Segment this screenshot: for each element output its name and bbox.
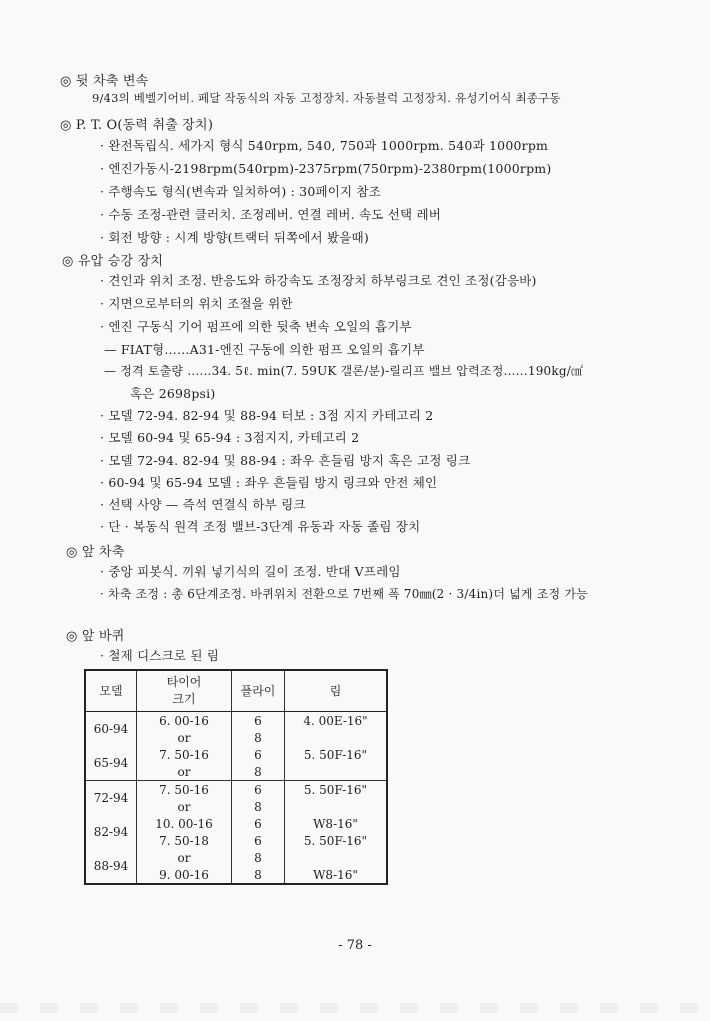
- hydraulic-item: · 60-94 및 65-94 모델 : 좌우 흔들림 방지 링크와 안전 체인: [100, 475, 438, 490]
- ply-value: 8: [254, 764, 262, 779]
- rim-value: W8-16": [313, 817, 358, 831]
- header-tire-size: [137, 670, 232, 712]
- cell-ply: [232, 815, 285, 849]
- cell-tire: [137, 849, 232, 884]
- ply-value: 6: [254, 817, 262, 831]
- tire-value: or: [177, 730, 191, 745]
- front-axle-title: ◎ 앞 차축: [66, 545, 125, 560]
- cell-rim: [285, 815, 388, 849]
- pto-item: · 회전 방향 : 시계 방향(트랙터 뒤쪽에서 봤을때): [100, 230, 369, 245]
- tire-value: or: [177, 799, 191, 814]
- ply-value: 8: [254, 867, 262, 882]
- table-row: [85, 712, 387, 747]
- tire-value: or: [177, 851, 191, 865]
- cell-tire: [137, 712, 232, 747]
- pto-item: · 수동 조정-관련 클러치. 조정레버. 연결 레버. 속도 선택 레버: [100, 207, 442, 222]
- front-wheel-title: ◎ 앞 바퀴: [66, 629, 125, 644]
- rim-value: 4. 00E-16": [303, 714, 368, 728]
- cell-ply: [232, 746, 285, 781]
- cell-model: 82-94: [85, 815, 137, 849]
- cell-ply: [232, 712, 285, 747]
- table-row: [85, 781, 387, 816]
- cell-model: 72-94: [85, 781, 137, 816]
- tire-spec-table: [84, 669, 388, 885]
- ply-value: 8: [254, 851, 262, 865]
- cell-model: 60-94: [85, 712, 137, 747]
- table-row: [85, 815, 387, 849]
- tire-value: 6. 00-16: [159, 714, 209, 728]
- rim-value: 5. 50F-16": [303, 783, 368, 797]
- hydraulic-item: · 모델 60-94 및 65-94 : 3점지지, 카테고리 2: [100, 430, 360, 445]
- tire-value: 7. 50-16: [159, 783, 209, 797]
- ply-value: 6: [254, 833, 262, 848]
- cell-rim: [285, 781, 388, 816]
- hydraulic-item: · 단 · 복동식 원격 조정 밸브-3단계 유동과 자동 졸림 장치: [100, 519, 421, 534]
- rim-value: 5. 50F-16": [303, 748, 368, 762]
- rim-value: 5. 50F-16": [303, 833, 368, 848]
- hydraulic-item: — FIAT형……A31-엔진 구동에 의한 펌프 오일의 흡기부: [104, 342, 425, 357]
- header-tire-line2: 크기: [172, 692, 196, 706]
- hydraulic-item: · 모델 72-94. 82-94 및 88-94 터보 : 3점 지지 카테고리 2: [100, 408, 434, 423]
- table-row: [85, 746, 387, 781]
- tire-value: 10. 00-16: [155, 817, 213, 831]
- rim-value: W8-16": [313, 867, 358, 882]
- cell-ply: [232, 781, 285, 816]
- front-axle-item: · 중앙 피봇식. 끼워 넣기식의 길이 조정. 반대 V프레임: [100, 564, 401, 579]
- cell-tire: [137, 815, 232, 849]
- rear-shift-title: ◎ 뒷 차축 변속: [60, 74, 149, 89]
- rim-value: [285, 850, 386, 867]
- hydraulic-item: — 정격 토출량 ……34. 5ℓ. min(7. 59UK 갤론/분)-릴리프 밸브 압력조정……190kg/㎠: [104, 364, 584, 378]
- front-wheel-item: · 철제 디스크로 된 림: [100, 648, 220, 663]
- tire-value: or: [177, 764, 191, 779]
- table-header-row: [85, 670, 387, 712]
- cell-rim: [285, 746, 388, 781]
- pto-item: · 완전독립식. 세가지 형식 540rpm, 540, 750과 1000rpm. 540과 1000rpm: [100, 138, 549, 153]
- rear-shift-line: 9/43의 베벨기어비. 페달 작동식의 자동 고정장치. 자동블럭 고정장치. 유성기어식 최종구동: [92, 91, 561, 105]
- ply-value: 6: [254, 748, 262, 762]
- hydraulic-item-cont: 혹은 2698psi): [130, 386, 216, 401]
- ply-value: 6: [254, 783, 262, 797]
- tire-value: 9. 00-16: [159, 867, 209, 882]
- hydraulic-item: · 선택 사양 — 즉석 연결식 하부 링크: [100, 497, 306, 512]
- pto-item: · 주행속도 형식(변속과 일치하여) : 30페이지 참조: [100, 184, 382, 199]
- hydraulic-item: · 모델 72-94. 82-94 및 88-94 : 좌우 흔들림 방지 혹은 고정 링크: [100, 453, 471, 468]
- header-model: 모델: [85, 670, 137, 712]
- scan-artifact: [0, 1003, 710, 1013]
- cell-ply: [232, 849, 285, 884]
- hydraulic-title: ◎ 유압 승강 장치: [62, 254, 164, 269]
- pto-title: ◎ P. T. O(동력 취출 장치): [60, 118, 214, 133]
- cell-model: 88-94: [85, 849, 137, 884]
- tire-value: 7. 50-16: [159, 748, 209, 762]
- hydraulic-item: · 엔진 구동식 기어 펌프에 의한 뒷축 변속 오일의 흡기부: [100, 319, 412, 334]
- cell-tire: [137, 781, 232, 816]
- cell-model: 65-94: [85, 746, 137, 781]
- tire-value: 7. 50-18: [159, 833, 209, 848]
- ply-value: 8: [254, 799, 262, 814]
- header-tire-line1: 타이어: [166, 675, 202, 689]
- cell-rim: [285, 849, 388, 884]
- front-axle-item: · 차축 조정 : 총 6단계조정. 바퀴위치 전환으로 7번째 폭 70㎜(2 · 3/4in)더 넓게 조정 가능: [100, 587, 588, 601]
- hydraulic-item: · 견인과 위치 조정. 반응도와 하강속도 조정장치 하부링크로 견인 조정(감응바): [100, 273, 537, 288]
- ply-value: 8: [254, 730, 262, 745]
- header-rim: 림: [285, 670, 388, 712]
- pto-item: · 엔진가동시-2198rpm(540rpm)-2375rpm(750rpm)-2380rpm(1000rpm): [100, 161, 552, 176]
- table-row: [85, 849, 387, 884]
- ply-value: 6: [254, 714, 262, 728]
- cell-tire: [137, 746, 232, 781]
- header-ply: 플라이: [232, 670, 285, 712]
- hydraulic-item: · 지면으로부터의 위치 조절을 위한: [100, 296, 293, 311]
- cell-rim: [285, 712, 388, 747]
- page-number: - 78 -: [338, 938, 372, 953]
